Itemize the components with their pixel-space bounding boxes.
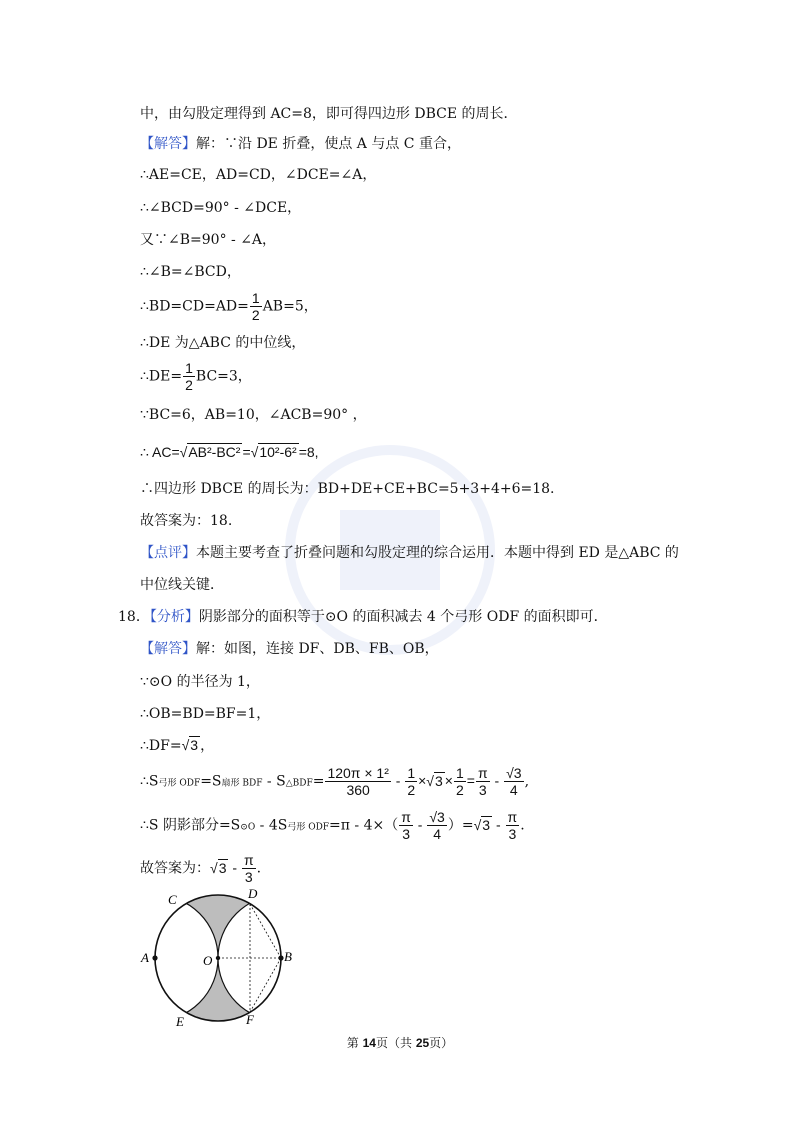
point-B — [278, 955, 283, 960]
fraction-pi-3: $\frac{\pi}{3}$ — [477, 765, 488, 798]
point-A — [152, 955, 157, 960]
page-number: 14 — [362, 1036, 376, 1050]
page-total: 25 — [415, 1036, 430, 1050]
label-E: E — [176, 1014, 184, 1029]
text-line: ∴四边形 DBCE 的周长为：BD+DE+CE+BC=5+3+4+6=18. — [140, 481, 555, 497]
text-line: ∴DF=√3 ， — [140, 737, 215, 754]
text-line: ∴DE 为△ABC 的中位线， — [140, 335, 306, 351]
text-line: ∵⊙O 的半径为 1， — [140, 674, 260, 690]
text-line: ∴OB=BD=BF=1， — [140, 706, 271, 722]
sqrt-expression: √AB²-BC² — [179, 444, 241, 460]
formula-line: ∴S弓形 ODF=S扇形 BDF - S△BDF= $\frac{\text{120π × 1²}}{360}$ - $\frac{1}{2}$ ×√3 × $\frac{1}{2}$ = $\frac{\pi}{3}$ - $\frac{√3}{4}$ , — [140, 765, 530, 798]
text-line: 中，由勾股定理得到 AC=8，即可得四边形 DBCE 的周长． — [140, 106, 518, 122]
fraction-pi-3: $\frac{\pi}{3}$ — [243, 852, 254, 885]
text-line: ∴ AC=√AB²-BC² =√10²-6² =8, — [140, 444, 319, 460]
text-line: 故答案为：√3 - $\frac{\pi}{3}$ . — [140, 852, 262, 885]
fraction-half: $\frac{1}{2}$ — [185, 360, 193, 393]
text-line: ∵BC=6，AB=10，∠ACB=90° ， — [140, 407, 367, 423]
sqrt-expression: √3 — [210, 859, 227, 876]
fraction-half: $\frac{1}{2}$ — [251, 290, 260, 323]
fraction-sqrt3-4: $\frac{√3}{4}$ — [506, 765, 522, 798]
label-B: B — [284, 949, 292, 964]
fraction-pi-3: $\frac{\pi}{3}$ — [507, 809, 518, 842]
text-line: 故答案为：18. — [140, 513, 233, 529]
text-line: ∴∠B=∠BCD， — [140, 264, 241, 280]
label-C: C — [168, 892, 177, 907]
text-line: ∴DE= $\frac{1}{2}$ BC=3， — [140, 360, 252, 393]
text-line: ∴AE=CE，AD=CD，∠DCE=∠A， — [140, 167, 377, 183]
text-line: ∴BD=CD=AD= $\frac{1}{2}$ AB=5， — [140, 290, 318, 323]
text-line: 又∵∠B=90° - ∠A， — [140, 232, 277, 248]
circle-figure — [138, 880, 298, 1030]
sqrt-expression: √3 — [473, 816, 491, 833]
fraction-sqrt3-4: $\frac{√3}{4}$ — [429, 809, 445, 842]
fraction-half: $\frac{1}{2}$ — [455, 765, 464, 798]
comment-line: 【点评】本题主要考查了折叠问题和勾股定理的综合运用．本题中得到 ED 是△ABC 的 — [140, 545, 679, 561]
text-line: ∴∠BCD=90° - ∠DCE， — [140, 200, 302, 216]
answer-line: 【解答】解：如图，连接 DF、DB、FB、OB， — [140, 641, 439, 657]
answer-tag: 【解答】 — [140, 136, 196, 152]
fraction-pi-3: $\frac{\pi}{3}$ — [401, 809, 411, 842]
label-F: F — [246, 1012, 254, 1027]
formula-line: ∴S 阴影部分=S⊙O - 4S弓形 ODF=π - 4×（ $\frac{\pi}{3}$ - $\frac{√3}{4}$ ）=√3 - $\frac{\pi}{3}$ . — [140, 809, 525, 842]
fraction-half: $\frac{1}{2}$ — [407, 765, 416, 798]
comment-tag: 【点评】 — [140, 545, 196, 561]
answer-tag: 【解答】 — [140, 641, 196, 657]
text-line: 中位线关键． — [140, 577, 224, 593]
label-A: A — [141, 950, 149, 965]
answer-line: 【解答】解：∵沿 DE 折叠，使点 A 与点 C 重合， — [140, 136, 461, 152]
label-O: O — [203, 953, 213, 968]
label-D: D — [248, 886, 258, 901]
point-O — [216, 956, 220, 960]
sqrt-expression: √3 — [181, 737, 199, 753]
analysis-tag: 【分析】 — [149, 609, 199, 625]
page-footer: 第 14页（共 25页） — [346, 1036, 454, 1050]
fraction: $\frac{\text{120π × 1²}}{360}$ — [327, 765, 389, 798]
question-18-line: 18．【分析】阴影部分的面积等于⊙O 的面积减去 4 个弓形 ODF 的面积即可． — [118, 609, 608, 625]
sqrt-expression: √3 — [426, 772, 443, 789]
sqrt-expression: √10²-6² — [250, 444, 297, 460]
